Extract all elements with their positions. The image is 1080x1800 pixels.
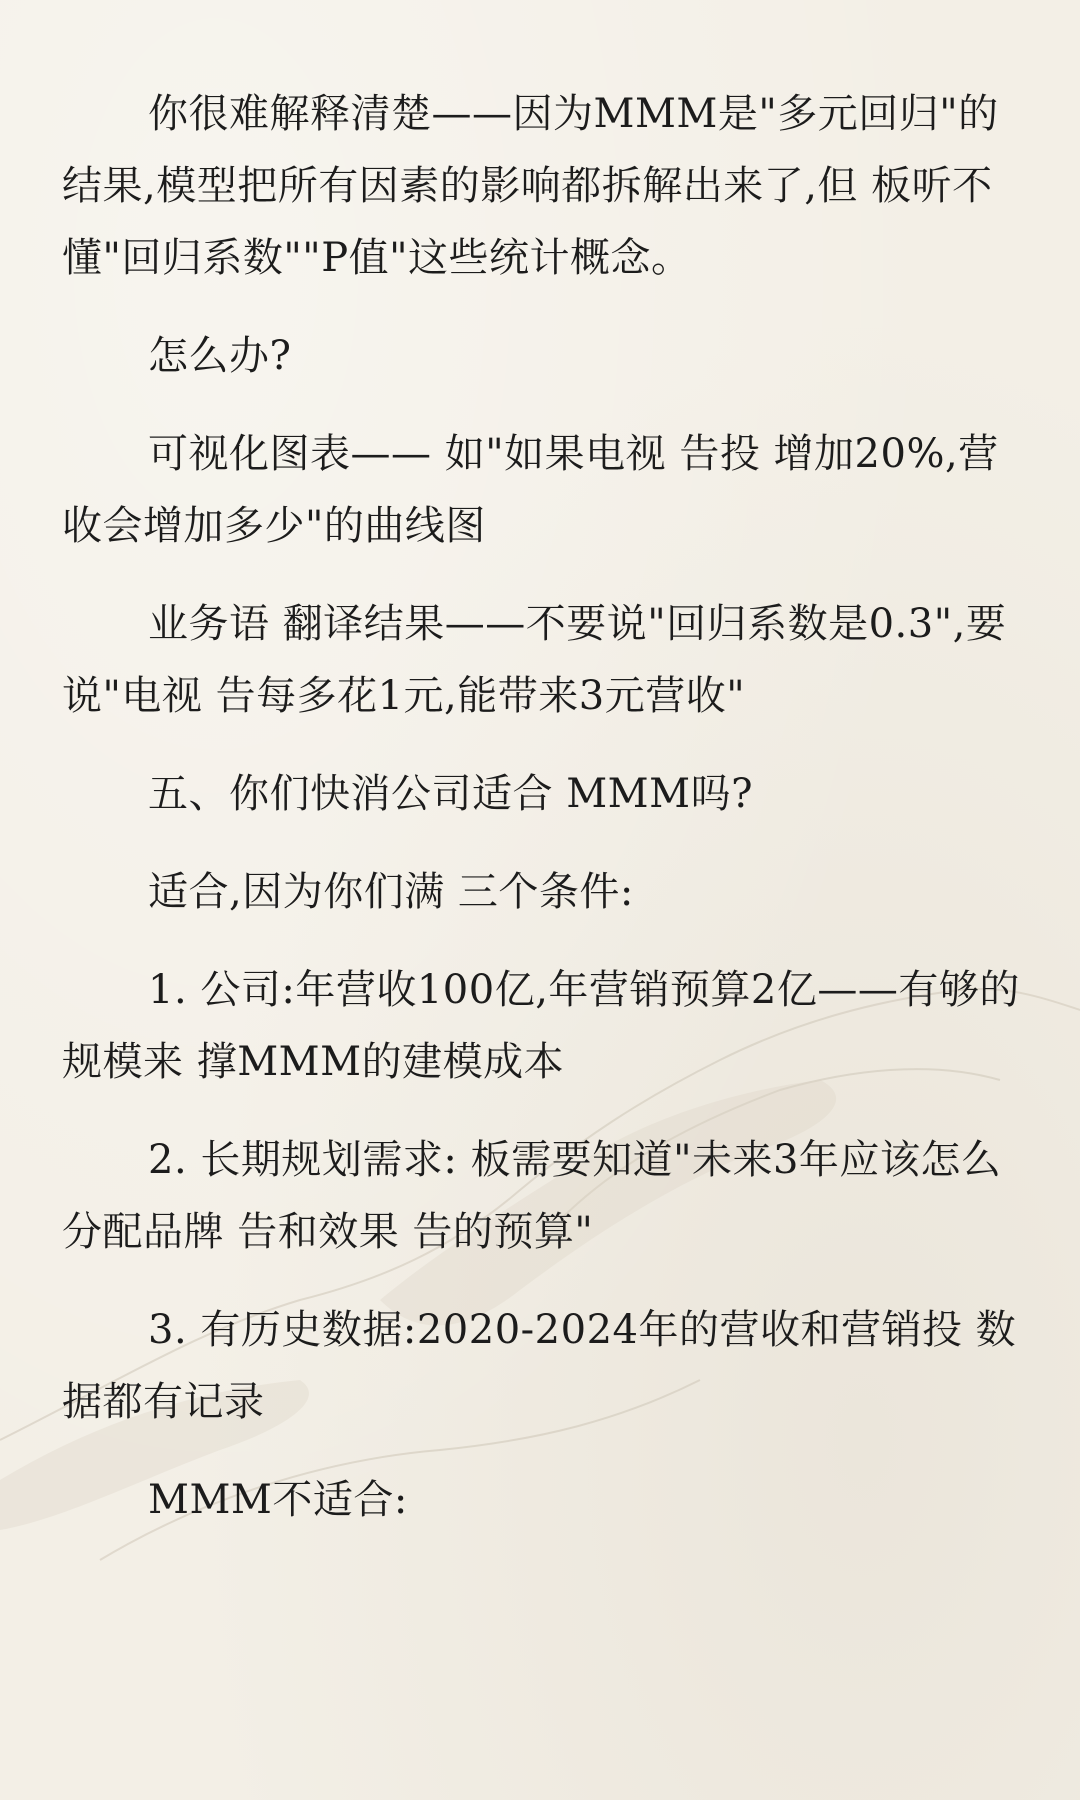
section-heading: 五、你们快消公司适合 MMM吗? — [148, 771, 754, 817]
paragraph-business-language: 业务语 翻译结果——不要说"回归系数是0.3",要说"电视 告每多花1元,能带来3元营收" — [62, 601, 1007, 719]
paragraph-question: 怎么办? — [148, 333, 292, 379]
paragraph-suitable: 适合,因为你们满 三个条件: — [148, 869, 634, 915]
paragraph-not-suitable: MMM不适合: — [148, 1477, 408, 1523]
paragraph-explanation: 你很难解释清楚——因为MMM是"多元回归"的结果,模型把所有因素的影响都拆解出来了,但 板听不懂"回归系数""P值"这些统计概念。 — [62, 91, 999, 281]
paragraph-visualization: 可视化图表—— 如"如果电视 告投 增加20%,营收会增加多少"的曲线图 — [62, 431, 999, 549]
list-item-history: 3. 有历史数据:2020-2024年的营收和营销投 数据都有记录 — [62, 1307, 1017, 1425]
list-item-company: 1. 公司:年营收100亿,年营销预算2亿——有够的规模来 撑MMM的建模成本 — [62, 967, 1020, 1085]
list-item-planning: 2. 长期规划需求: 板需要知道"未来3年应该怎么分配品牌 告和效果 告的预算" — [62, 1137, 1002, 1255]
article-body — [62, 78, 1022, 1562]
